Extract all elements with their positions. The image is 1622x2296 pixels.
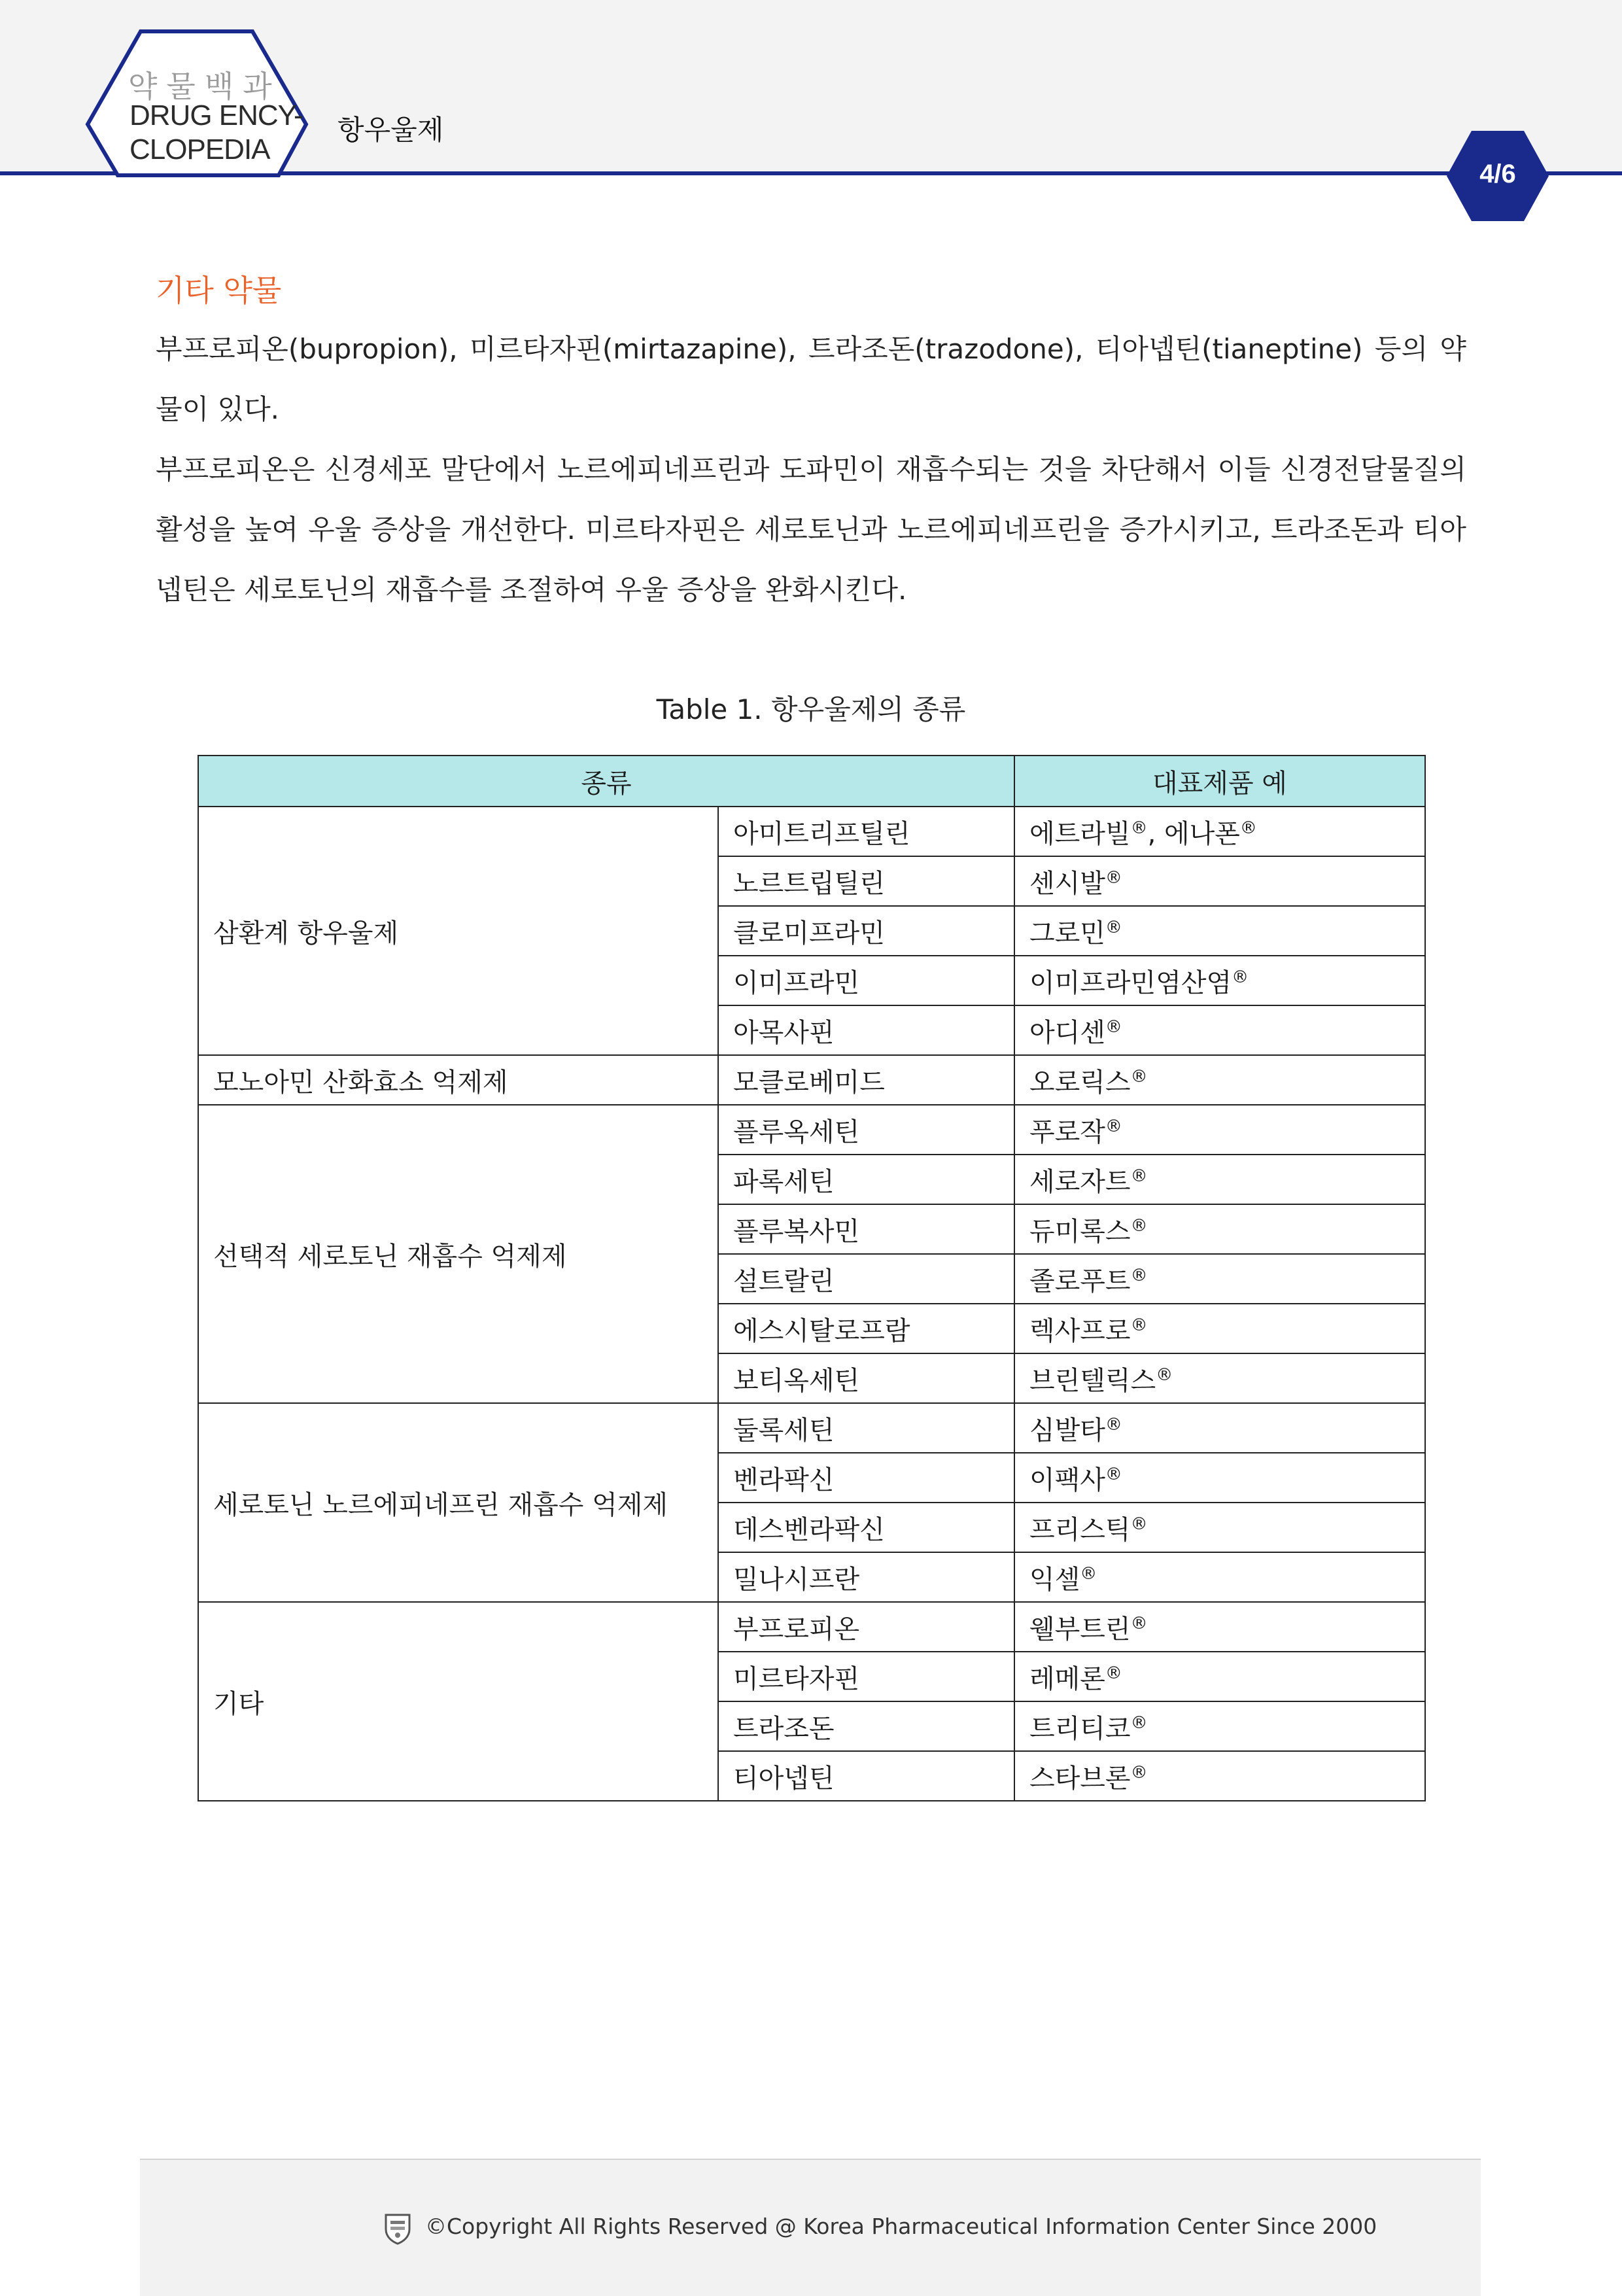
product-cell xyxy=(1014,1204,1425,1254)
drug-cell: 파록세틴 xyxy=(718,1155,1014,1204)
registered-mark: ® xyxy=(1130,1215,1148,1236)
product-name: 웰부트린 xyxy=(1029,1614,1131,1644)
registered-mark: ® xyxy=(1156,1365,1173,1385)
drug-cell: 보티옥세틴 xyxy=(718,1353,1014,1403)
registered-mark: ® xyxy=(1105,1464,1122,1484)
product-name: 브린텔릭스 xyxy=(1029,1365,1156,1396)
registered-mark: ® xyxy=(1105,1116,1122,1136)
page-indicator: 4/6 xyxy=(1479,160,1516,188)
product-name: 졸로푸트 xyxy=(1029,1266,1131,1296)
registered-mark: ® xyxy=(1232,967,1249,987)
drug-cell: 밀나시프란 xyxy=(718,1552,1014,1602)
registered-mark: ® xyxy=(1130,1066,1148,1087)
category-cell: 모노아민 산화효소 억제제 xyxy=(198,1055,718,1105)
product-name: 익셀 xyxy=(1029,1564,1080,1595)
drug-cell: 모클로베미드 xyxy=(718,1055,1014,1105)
header-cell-type: 종류 xyxy=(198,756,1014,807)
product-name: 세로자트 xyxy=(1029,1166,1131,1197)
product-cell: 에트라빌®, 에나폰® xyxy=(1014,807,1425,856)
registered-mark: ® xyxy=(1105,917,1122,937)
drug-cell: 트라조돈 xyxy=(718,1701,1014,1751)
drug-cell: 벤라팍신 xyxy=(718,1453,1014,1503)
drug-cell: 설트랄린 xyxy=(718,1254,1014,1304)
product-name: 센시발 xyxy=(1029,868,1105,899)
product-name: 렉사프로 xyxy=(1029,1315,1131,1346)
table-header-row xyxy=(198,756,1425,807)
registered-mark: ® xyxy=(1130,1713,1148,1733)
paragraph-1: 부프로피온(bupropion), 미르타자핀(mirtazapine), 트라조돈(trazodone), 티아넵틴(tianeptine) 등의 약물이 있다. xyxy=(156,333,1466,425)
product-name: 그로민 xyxy=(1029,918,1105,948)
registered-mark: ® xyxy=(1105,867,1122,888)
product-cell xyxy=(1014,1254,1425,1304)
product-cell xyxy=(1014,1155,1425,1204)
product-name: 레메론 xyxy=(1029,1663,1105,1694)
product-cell xyxy=(1014,1503,1425,1552)
drug-cell: 클로미프라민 xyxy=(718,906,1014,956)
logo-korean-text: 약물백과 xyxy=(128,69,281,104)
product-cell xyxy=(1014,956,1425,1005)
table-caption: Table 1. 항우울제의 종류 xyxy=(656,693,966,725)
product-cell xyxy=(1014,1552,1425,1602)
table-row xyxy=(198,1105,1425,1155)
drug-cell: 아미트리프틸린 xyxy=(718,807,1014,856)
product-cell xyxy=(1014,856,1425,906)
registered-mark: ® xyxy=(1105,1663,1122,1683)
product-cell xyxy=(1014,1602,1425,1652)
table-body xyxy=(198,807,1425,1801)
product-name: 에트라빌 xyxy=(1029,818,1131,849)
antidepressant-table xyxy=(198,755,1426,1801)
product-name: 심발타 xyxy=(1029,1415,1105,1446)
shield-emblem-icon xyxy=(383,2212,412,2245)
product-cell xyxy=(1014,1701,1425,1751)
drug-cell: 이미프라민 xyxy=(718,956,1014,1005)
section-title: 기타 약물 xyxy=(156,273,282,308)
registered-mark: ® xyxy=(1130,1613,1148,1633)
product-name: 아디센 xyxy=(1029,1017,1105,1048)
product-cell xyxy=(1014,1353,1425,1403)
category-cell: 삼환계 항우울제 xyxy=(198,807,718,1055)
product-cell xyxy=(1014,1055,1425,1105)
drug-cell: 플루복사민 xyxy=(718,1204,1014,1254)
product-name: 프리스틱 xyxy=(1029,1514,1131,1545)
product-cell xyxy=(1014,1403,1425,1453)
table-row xyxy=(198,1403,1425,1453)
product-name: 에나폰 xyxy=(1164,818,1240,849)
drug-cell: 티아넵틴 xyxy=(718,1751,1014,1801)
registered-mark: ® xyxy=(1105,1414,1122,1435)
drug-cell: 아목사핀 xyxy=(718,1005,1014,1055)
product-name: 듀미록스 xyxy=(1029,1216,1131,1247)
product-cell xyxy=(1014,1304,1425,1353)
product-name: 트리티코 xyxy=(1029,1713,1131,1744)
drug-cell: 데스벤라팍신 xyxy=(718,1503,1014,1552)
registered-mark: ® xyxy=(1105,1017,1122,1037)
logo-text-line-2: CLOPEDIA xyxy=(129,133,270,165)
drug-cell: 미르타자핀 xyxy=(718,1652,1014,1701)
category-cell: 세로토닌 노르에피네프린 재흡수 억제제 xyxy=(198,1403,718,1602)
table-row xyxy=(198,807,1425,856)
drug-cell: 노르트립틸린 xyxy=(718,856,1014,906)
product-name: 오로릭스 xyxy=(1029,1067,1131,1098)
registered-mark: ® xyxy=(1130,818,1148,838)
registered-mark: ® xyxy=(1130,1762,1148,1783)
logo-text-line-1: DRUG ENCY- xyxy=(129,99,303,131)
category-cell: 선택적 세로토닌 재흡수 억제제 xyxy=(198,1105,718,1403)
product-name: 스타브론 xyxy=(1029,1763,1131,1794)
product-cell xyxy=(1014,906,1425,956)
product-name: 이팩사 xyxy=(1029,1465,1105,1495)
header-cell-product: 대표제품 예 xyxy=(1014,756,1425,807)
registered-mark: ® xyxy=(1080,1563,1097,1584)
drug-cell: 에스시탈로프람 xyxy=(718,1304,1014,1353)
product-name: 이미프라민염산염 xyxy=(1029,967,1232,998)
product-cell xyxy=(1014,1652,1425,1701)
registered-mark: ® xyxy=(1130,1315,1148,1335)
product-cell xyxy=(1014,1453,1425,1503)
product-cell xyxy=(1014,1105,1425,1155)
drug-cell: 둘록세틴 xyxy=(718,1403,1014,1453)
registered-mark: ® xyxy=(1130,1265,1148,1285)
product-cell xyxy=(1014,1751,1425,1801)
document-title: 항우울제 xyxy=(337,114,444,146)
product-cell xyxy=(1014,1005,1425,1055)
registered-mark: ® xyxy=(1130,1514,1148,1534)
registered-mark: ® xyxy=(1130,1166,1148,1186)
registered-mark: ® xyxy=(1239,818,1257,838)
category-cell: 기타 xyxy=(198,1602,718,1801)
copyright-text: ©Copyright All Rights Reserved @ Korea Pharmaceutical Information Center Since 2000 xyxy=(425,2214,1377,2239)
paragraph-2: 부프로피온은 신경세포 말단에서 노르에피네프린과 도파민이 재흡수되는 것을 차단해서 이들 신경전달물질의 활성을 높여 우울 증상을 개선한다. 미르타자핀은 세로토닌과 노르에피네프린을 증가시키고, 트라조돈과 티아넵틴은 세로토닌의 재흡수를 조절하여 우울 증상을 완화시킨다. xyxy=(156,453,1466,606)
table-row xyxy=(198,1602,1425,1652)
drug-cell: 플루옥세틴 xyxy=(718,1105,1014,1155)
product-name: 푸로작 xyxy=(1029,1117,1105,1147)
table-row xyxy=(198,1055,1425,1105)
drug-cell: 부프로피온 xyxy=(718,1602,1014,1652)
